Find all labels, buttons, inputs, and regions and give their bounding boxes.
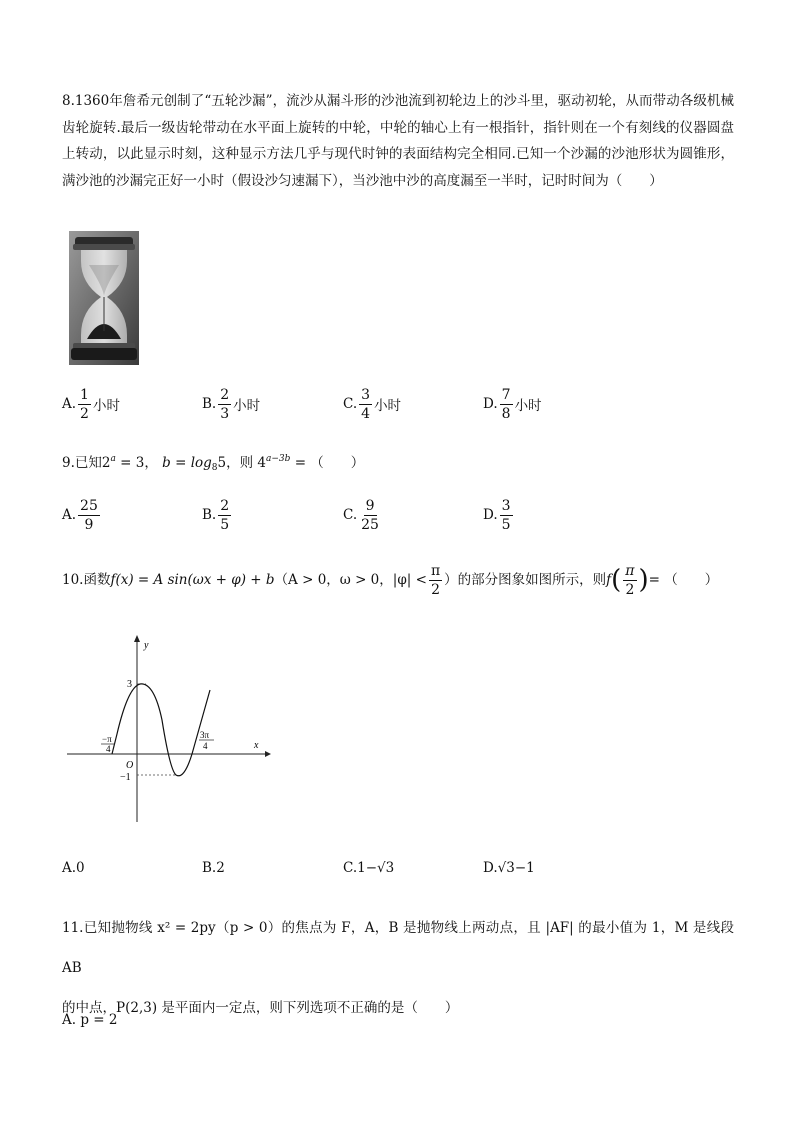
q11-line-1: 11.已知抛物线 x² = 2py（p > 0）的焦点为 F，A，B 是抛物线上两动点，且 |AF| 的最小值为 1，M 是线段 AB [62,920,734,976]
option-label: C. [343,396,358,412]
numerator: π [430,562,441,579]
option-label: B. [202,507,217,523]
question-8-options [62,386,734,422]
option-unit: 小时 [233,398,261,414]
q9-log-arg: 5，则 [217,455,254,471]
denominator: 5 [501,516,511,533]
q9-option-d[interactable] [483,497,515,533]
q9-option-b[interactable] [202,497,233,533]
option-label: D. [483,860,498,876]
q9-four: 4 [257,455,266,471]
q10-tail: = （ ） [648,571,719,588]
q11-line-2: 的中点，P(2,3) 是平面内一定点，则下列选项不正确的是（ ） [62,1000,459,1016]
option-value: 0 [76,860,85,876]
fraction [429,564,442,597]
option-value: 2 [216,860,225,876]
q9-option-c[interactable] [343,497,383,533]
paren-left: ( [611,565,622,595]
q9-option-a[interactable] [62,497,102,533]
q9-log-base: 8 [211,463,218,473]
q10-option-b[interactable] [202,850,225,886]
question-9-options [62,497,734,533]
fraction [500,388,513,421]
q10-f: f [606,571,612,588]
numerator: 25 [80,497,98,514]
q10-after: ）的部分图象如图所示，则 [444,571,607,588]
denominator: 25 [361,516,379,533]
option-label: A. [62,507,77,523]
option-label: D. [483,507,498,523]
fraction [78,499,100,532]
denominator: 2 [625,581,635,598]
q8-option-a[interactable] [62,386,120,422]
q10-function: f(x) = A sin(ωx + φ) + b [110,571,275,588]
option-label: D. [483,396,498,412]
xleft-den: 4 [106,744,111,754]
ymax-label: 3 [127,679,132,690]
q8-option-d[interactable] [483,386,542,422]
fraction [218,388,231,421]
y-label: y [144,640,149,651]
option-unit: 小时 [374,398,402,414]
denominator: 4 [361,405,371,422]
numerator: 3 [361,386,371,403]
denominator: 3 [220,405,230,422]
q9-equation: = 3， [120,455,158,471]
numerator: 2 [220,497,230,514]
denominator: 2 [80,405,89,422]
question-8-text: 8.1360年詹希元创制了“五轮沙漏”，流沙从漏斗形的沙池流到初轮边上的沙斗里，驱动初轮，从而带动各级机械齿轮旋转.最后一级齿轮带动在水平面上旋转的中轮，中轮的轴心上有一根指针，指针则在一个有刻线的仪器圆盘上转动，以此显示时刻，这种显示方法几乎与现代时钟的表面结构完全相同.已知一个沙漏的沙池形状为圆锥形，满沙池的沙漏完正好一小时（假设沙匀速漏下），当沙池中沙的高度漏至一半时，记时时间为（ ） [62,93,734,189]
question-9-text [62,446,734,482]
option-value: 1−√3 [357,860,395,876]
denominator: 9 [84,516,94,533]
function-graph [62,632,272,824]
option-label: B. [202,860,217,876]
paren-right: ) [638,565,649,595]
numerator: 9 [365,497,375,514]
xright-num: 3π [200,730,210,740]
fraction [623,564,636,597]
option-label: A. [62,396,77,412]
q10-option-d[interactable] [483,850,535,886]
q9-exponent: a [110,454,116,464]
numerator: 7 [501,386,511,403]
question-10-options [62,850,734,886]
question-10-text [62,562,734,598]
denominator: 8 [501,405,511,422]
q9-tail: = （ ） [290,455,365,471]
option-unit: 小时 [92,398,120,414]
fraction [500,499,513,532]
option-label: A. [62,860,77,876]
hourglass-image [69,231,139,365]
origin-label: O [126,760,134,771]
option-label: C. [343,507,358,523]
option-label: C. [343,860,358,876]
q9-base: 2 [101,455,111,471]
numerator: 1 [80,386,89,403]
numerator: 3 [501,497,511,514]
q9-exponent-2: a−3b [266,454,291,464]
xright-den: 4 [203,741,208,751]
fraction [359,499,381,532]
x-label: x [254,740,259,751]
q9-log: b = log [162,455,212,471]
question-11-options [62,1002,734,1038]
numerator: 2 [220,386,230,403]
denominator: 5 [220,516,230,533]
fraction [78,388,91,421]
ymin-label: −1 [120,772,131,783]
numerator: π [625,562,635,579]
option-unit: 小时 [514,398,542,414]
q10-condition: （A > 0，ω > 0，|φ| < [274,571,427,588]
q10-option-c[interactable] [343,850,394,886]
option-label: B. [202,396,217,412]
x-axis-arrow-icon [265,751,271,757]
q11-option-a[interactable]: A. p = 2 [62,1012,118,1028]
q10-option-a[interactable] [62,850,85,886]
fraction [359,388,372,421]
q9-prefix: 9.已知 [62,455,102,471]
xleft-num: −π [102,734,112,744]
q8-option-c[interactable] [343,386,401,422]
fraction [218,499,231,532]
option-value: √3−1 [497,860,535,876]
denominator: 2 [431,581,440,598]
q8-option-b[interactable] [202,386,260,422]
y-axis-arrow-icon [134,635,140,642]
q10-prefix: 10.函数 [62,571,111,588]
